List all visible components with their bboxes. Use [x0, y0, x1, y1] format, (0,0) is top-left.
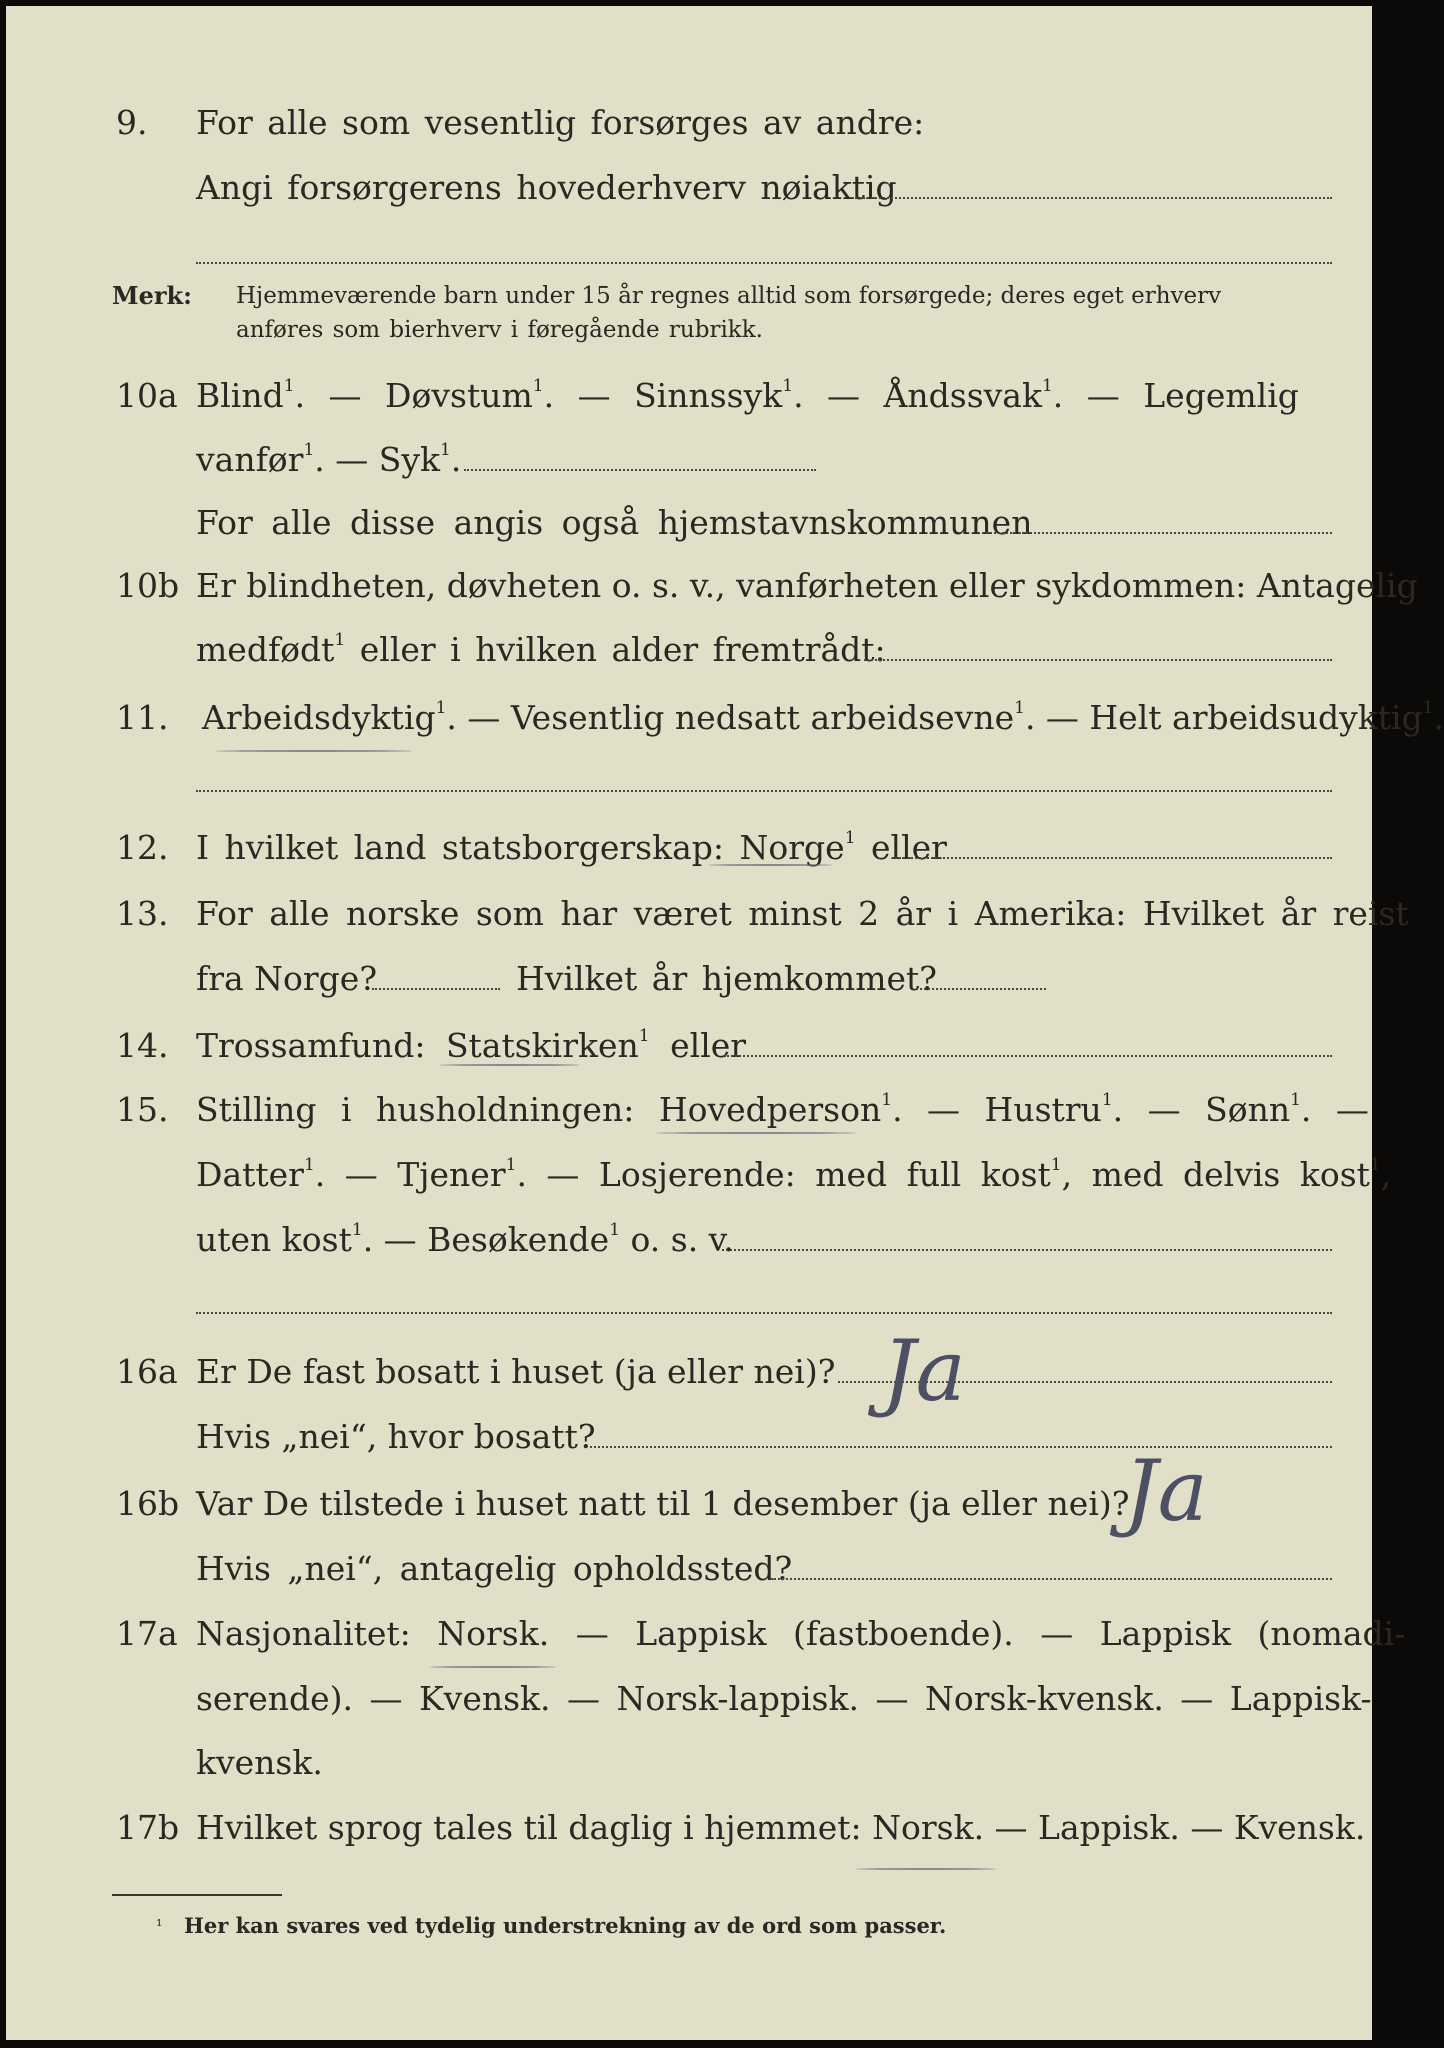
q9-line2: Angi forsørgerens hovederhverv nøiaktig: [196, 168, 897, 207]
q12-number: 12.: [116, 828, 169, 867]
q17b-line1: Hvilket sprog tales til daglig i hjemmet: Norsk. — Lappisk. — Kvensk.: [196, 1808, 1366, 1847]
q13-return-field[interactable]: [916, 988, 1046, 990]
q16a-line1: Er De fast bosatt i huset (ja eller nei)?: [196, 1352, 836, 1391]
q16a-line2: Hvis „nei“, hvor bosatt?: [196, 1417, 596, 1456]
footnote-rule: [112, 1894, 282, 1896]
q10a-line2: vanfør$^1$. — Syk$^1$.: [196, 440, 462, 479]
q15-line2: Datter$^1$. — Tjener$^1$. — Losjerende: med full kost$^1$, med delvis kost$^1$,: [196, 1155, 1392, 1194]
q10a-hometown-field[interactable]: [982, 532, 1332, 534]
q16a-residence-field[interactable]: [590, 1446, 1332, 1448]
q17a-handwritten-underline: [430, 1666, 556, 1668]
q15-handwritten-underline: [656, 1132, 856, 1134]
q10a-number: 10a: [116, 376, 178, 415]
q12-answer-field[interactable]: [892, 857, 1332, 859]
q10b-answer-field[interactable]: [864, 659, 1332, 661]
census-form-page: [6, 6, 1444, 2040]
footnote-text: Her kan svares ved tydelig understrekning av de ord som passer.: [184, 1913, 947, 1938]
q16b-line2: Hvis „nei“, antagelig opholdssted?: [196, 1549, 793, 1588]
q9-line1: For alle som vesentlig forsørges av andre:: [196, 103, 925, 142]
q15-line1: Stilling i husholdningen: Hovedperson$^1$. — Hustru$^1$. — Sønn$^1$. —: [196, 1090, 1369, 1129]
q15-line3: uten kost$^1$. — Besøkende$^1$ o. s. v.: [196, 1220, 734, 1259]
q16b-line1: Var De tilstede i huset natt til 1 desember (ja eller nei)?: [196, 1484, 1130, 1523]
q14-handwritten-underline: [440, 1064, 580, 1066]
q17a-line3: kvensk.: [196, 1743, 323, 1782]
q17a-number: 17a: [116, 1614, 178, 1653]
merk-line2: anføres som bierhverv i føregående rubrikk.: [236, 317, 763, 343]
merk-label: Merk:: [112, 281, 192, 310]
q10a-line1: Blind$^1$. — Døvstum$^1$. — Sinnssyk$^1$. — Åndssvak$^1$. — Legemlig: [196, 376, 1299, 415]
merk-line1: Hjemmeværende barn under 15 år regnes alltid som forsørgede; deres eget erhverv: [236, 283, 1222, 309]
footnote-mark: ¹: [156, 1916, 163, 1935]
q14-answer-field[interactable]: [724, 1055, 1332, 1057]
q14-number: 14.: [116, 1026, 169, 1065]
q12-handwritten-underline: [708, 864, 832, 866]
q11-handwritten-underline: [216, 750, 412, 752]
q13-departure-field[interactable]: [372, 988, 500, 990]
q13-line2a: fra Norge?: [196, 959, 378, 998]
q11-number: 11.: [116, 698, 169, 737]
q17b-number: 17b: [116, 1808, 180, 1847]
q17a-line1: Nasjonalitet: Norsk. — Lappisk (fastboende). — Lappisk (nomadi-: [196, 1614, 1406, 1653]
q10a-line3: For alle disse angis også hjemstavnskommunen: [196, 503, 1033, 542]
q9-number: 9.: [116, 103, 148, 142]
q10b-number: 10b: [116, 566, 180, 605]
q9-answer-field-2[interactable]: [196, 262, 1332, 264]
q17b-handwritten-underline: [856, 1868, 996, 1870]
q16a-number: 16a: [116, 1352, 178, 1391]
q13-line1: For alle norske som har været minst 2 år i Amerika: Hvilket år reist: [196, 894, 1409, 933]
q16b-location-field[interactable]: [770, 1578, 1332, 1580]
q14-line1: Trossamfund: Statskirken$^1$ eller: [196, 1026, 747, 1065]
q11-answer-field[interactable]: [196, 790, 1332, 792]
q11-line1: Arbeidsdyktig$^1$. — Vesentlig nedsatt arbeidsevne$^1$. — Helt arbeidsudyktig$^1$.: [202, 698, 1444, 737]
q10a-answer-field[interactable]: [464, 469, 816, 471]
q16b-number: 16b: [116, 1484, 180, 1523]
q13-line2b: Hvilket år hjemkommet?: [516, 959, 937, 998]
q16a-handwritten-answer: Ja: [882, 1322, 966, 1420]
q13-number: 13.: [116, 894, 169, 933]
q9-answer-field[interactable]: [852, 197, 1332, 199]
q15-answer-field-2[interactable]: [196, 1312, 1332, 1314]
q10b-line2: medfødt$^1$ eller i hvilken alder fremtrådt:: [196, 630, 886, 669]
q16b-handwritten-answer: Ja: [1124, 1442, 1208, 1540]
q17a-line2: serende). — Kvensk. — Norsk-lappisk. — Norsk-kvensk. — Lappisk-: [196, 1679, 1372, 1718]
q15-number: 15.: [116, 1090, 169, 1129]
q12-line1: I hvilket land statsborgerskap: Norge$^1$ eller: [196, 828, 947, 867]
q10b-line1: Er blindheten, døvheten o. s. v., vanførheten eller sykdommen: Antagelig: [196, 566, 1418, 605]
q15-answer-field[interactable]: [722, 1249, 1332, 1251]
